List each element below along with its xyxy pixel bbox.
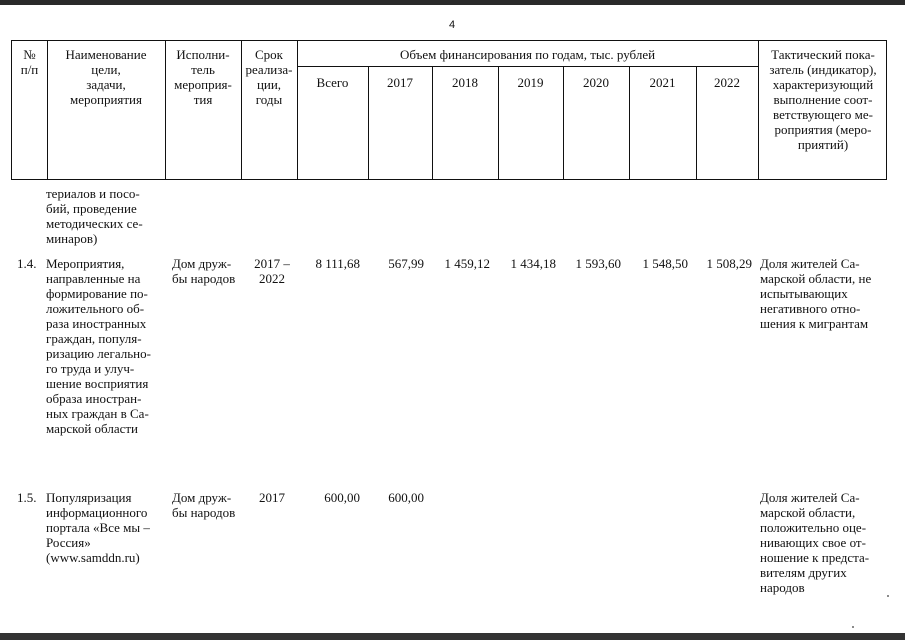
scan-edge-bottom [0,633,905,640]
header-executor: Исполни- тель мероприя- тия [174,47,232,107]
row-1-4-executor: Дом друж- бы народов [172,256,236,286]
header-year-2018: 2018 [452,75,478,90]
header-year-2019: 2019 [517,75,544,90]
row-1-5-indicator: Доля жителей Са- марской области, положительно оце- нивающих свое от- ношение к предста- вителям других народов [760,490,870,595]
row-1-4-2018: 1 459,12 [444,256,490,271]
row-1-4-2017: 567,99 [388,256,424,271]
header-financing: Объем финансирования по годам, тыс. рублей [399,47,656,62]
header-year-2017: 2017 [387,75,413,90]
row-1-5-no: 1.5. [17,490,37,505]
row-1-4-2019: 1 434,18 [510,256,556,271]
header-name: Наименование цели, задачи, мероприятия [65,47,147,107]
row-1-4-term: 2017 – 2022 [254,256,290,286]
header-term: Срок реализа- ции, годы [245,47,293,107]
row-1-5-term: 2017 [259,490,285,505]
header-indicator: Тактический пока- затель (индикатор), характеризующий выполнение соот- ветствующего ме- роприятия (меро- приятий) [769,47,877,152]
header-year-2022: 2022 [714,75,740,90]
row-1-4-no: 1.4. [17,256,37,271]
header-year-2020: 2020 [583,75,609,90]
table-header [11,40,887,180]
page-number: 4 [449,19,456,31]
row-1-4-2020: 1 593,60 [575,256,621,271]
scan-speck [887,595,889,597]
row-1-5-executor: Дом друж- бы народов [172,490,236,520]
row-1-4-indicator: Доля жителей Са- марской области, не испытывающих негативного отно- шения к мигрантам [760,256,872,331]
header-year-2021: 2021 [649,75,676,90]
row-1-5-name: Популяризация информационного портала «Все мы – Россия» (www.samddn.ru) [46,490,150,565]
row-1-4-2022: 1 508,29 [706,256,752,271]
row-1-5-2017: 600,00 [388,490,424,505]
row-1-4-2021: 1 548,50 [642,256,688,271]
row-divider [297,66,758,67]
scan-speck [852,626,854,628]
row-1-4-name: Мероприятия, направленные на формирование по- ложительного об- раза иностранных граждан, популя- ризацию легально- го труда и улуч- шение восприятия образа иностран- ных граждан в Са- марской области [46,256,151,436]
header-no: № п/п [20,47,39,77]
continuation-text: териалов и посо- бий, проведение методических се- минаров) [46,186,143,246]
scan-edge-top [0,0,905,5]
row-1-4-total: 8 111,68 [315,256,360,271]
header-total: Всего [316,75,349,90]
row-1-5-total: 600,00 [324,490,360,505]
